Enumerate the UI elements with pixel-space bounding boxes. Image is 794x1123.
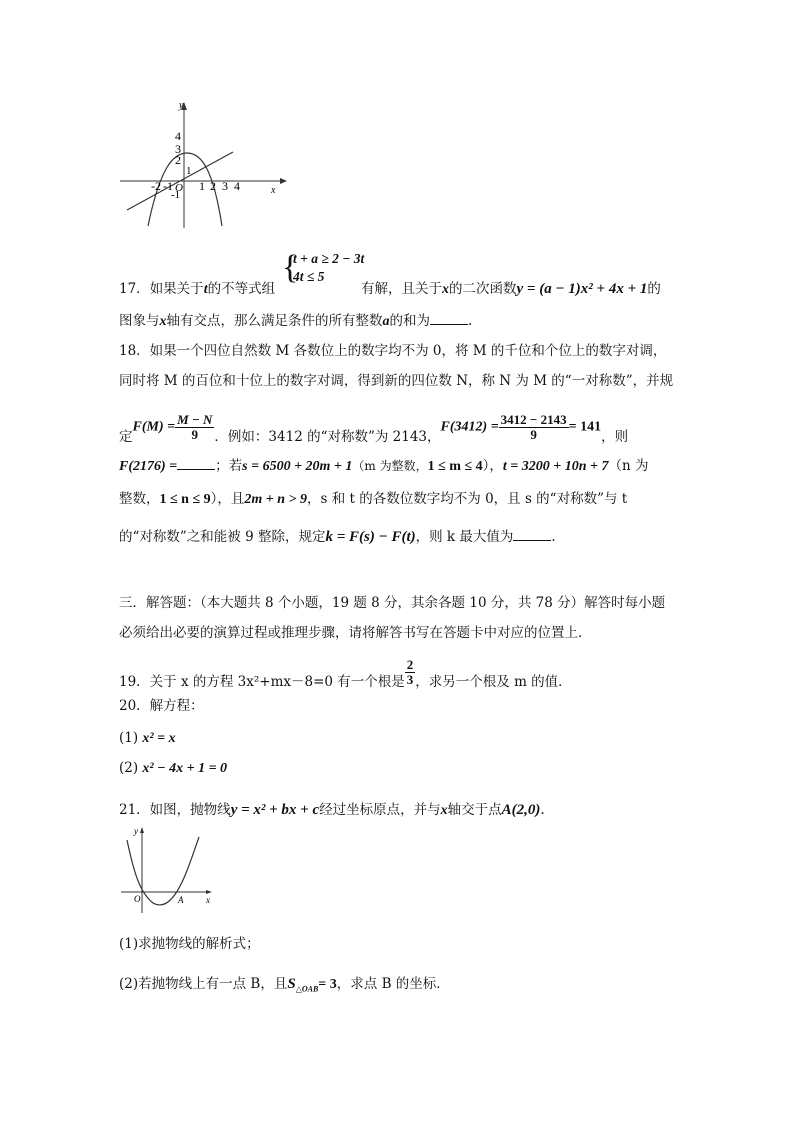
section3-line2: 必须给出必要的演算过程或推理步骤，请将解答书写在答题卡中对应的位置上． [119, 625, 592, 641]
q17-line2 [119, 311, 472, 332]
q18-t-def: t = 3200 + 10n + 7 [502, 459, 609, 474]
q17-end: . [468, 313, 473, 329]
x-tick-neg1: -1 [163, 179, 173, 193]
q18-line2: 同时将 M 的百位和十位上的数字对调，得到新的四位数 N，称 N 为 M 的“一对称数”，并规 [119, 373, 674, 389]
q17-sys-line2: 4t ≤ 5 [293, 269, 325, 284]
q18-def-den: 9 [175, 427, 214, 442]
q17-mid2: 有解，且关于 [361, 281, 442, 297]
q18-ex-num: 3412 − 2143 [500, 412, 567, 427]
q17-line2-post: 的和为 [389, 313, 430, 329]
q17-line2-a: a [382, 314, 390, 329]
q17-var-t: t [203, 282, 208, 297]
y-tick-4: 4 [175, 129, 181, 143]
q21-end: . [540, 802, 545, 818]
y-tick-2: 2 [175, 153, 181, 167]
q17-mid1: 的不等式组 [207, 281, 276, 297]
q21-p2-post: ，求点 B 的坐标． [336, 976, 450, 992]
y-axis-label: y [179, 100, 184, 111]
y-tick-neg1: -1 [171, 189, 181, 201]
q21-function: y = x² + bx + c [230, 802, 320, 818]
q19-frac-num: 2 [406, 657, 414, 672]
q21-line [119, 800, 545, 821]
q17-sys-line1: t + a ≥ 2 − 3t [293, 251, 365, 266]
q17-line2-x: x [159, 314, 167, 329]
q18-line3 [119, 405, 628, 449]
q18-line3-post: ，则 [601, 429, 629, 445]
origin-label: O [175, 182, 183, 194]
q18-ex-rhs: = 141 [568, 419, 602, 435]
q18-answer-blank-1[interactable] [177, 457, 215, 470]
q18-ex-lhs: F(3412) = [440, 419, 499, 435]
q19-fraction [405, 658, 416, 687]
y-axis-label: y [134, 826, 138, 836]
q21-part2 [119, 974, 450, 1000]
x-axis-label: x [271, 185, 276, 196]
q18-line5-pre: 整数， [119, 491, 160, 507]
q19-pre: 19．关于 x 的方程 3x²+mx－8=0 有一个根是 [119, 674, 405, 690]
q17-answer-blank[interactable] [430, 312, 468, 325]
q21-point-a: A(2,0) [501, 802, 541, 818]
q19-post: ，求另一个根及 m 的值． [415, 674, 572, 690]
q21-p2-pre: (2)若抛物线上有一点 B，且 [119, 976, 288, 992]
point-a-label: A [178, 895, 184, 905]
x-tick-4: 4 [234, 179, 240, 193]
q17-mid3: 的二次函数 [449, 281, 517, 297]
q20-p1-label: (1) [119, 730, 139, 746]
q18-line6-pre: 的“对称数”之和能被 9 整除，规定 [119, 529, 326, 545]
q18-line4-mid3: ）， [482, 458, 503, 474]
q18-end: . [551, 529, 556, 545]
q18-line4 [119, 456, 649, 477]
q18-line6 [119, 527, 556, 547]
q21-area-rhs: = 3 [318, 977, 337, 992]
origin-label: O [134, 894, 141, 904]
q18-s-def: s = 6500 + 20m + 1 [242, 459, 353, 474]
q21-area-sub: △OAB [295, 984, 319, 994]
q20-part1 [119, 728, 176, 749]
q19-line [119, 650, 572, 694]
q18-ex-frac [499, 413, 569, 442]
q20-p2-label: (2) [119, 760, 139, 776]
q18-line6-post: ，则 k 最大值为 [415, 529, 514, 545]
q20-p1-eq: x² = x [142, 731, 176, 746]
section3-line1: 三．解答题：（本大题共 8 个小题，19 题 8 分，其余各题 10 分，共 78 分）解答时每小题 [119, 595, 666, 611]
q18-line3-pre: 定 [119, 429, 133, 445]
q19-frac-den: 3 [406, 672, 414, 687]
y-tick-3: 3 [175, 142, 181, 156]
q18-m-range: 1 ≤ m ≤ 4 [427, 459, 483, 474]
q21-mid2: 轴交于点 [447, 802, 502, 818]
q18-line3-mid: ．例如：3412 的“对称数”为 2143， [214, 429, 441, 445]
q17-post: 的 [647, 281, 661, 297]
q21-var-x: x [440, 803, 448, 818]
q18-f2176: F(2176) = [119, 459, 178, 474]
q18-line5-mid1: ），且 [210, 491, 245, 507]
q17-line1b [361, 279, 661, 300]
q18-def-lhs: F(M) = [132, 419, 176, 435]
q18-ex-den: 9 [499, 427, 569, 442]
q18-line4-mid1: ；若 [215, 458, 243, 474]
q18-k-def: k = F(s) − F(t) [325, 529, 416, 545]
x-tick-1: 1 [199, 179, 205, 193]
q17-var-x: x [442, 282, 449, 297]
y-tick-1: 1 [186, 165, 192, 177]
q21-mid: 经过坐标原点，并与 [319, 802, 441, 818]
q18-line4-post: （n 为 [608, 458, 649, 474]
x-axis-label: x [206, 895, 210, 905]
q18-line4-mid2: （m 为整数， [352, 459, 428, 473]
x-tick-3: 3 [222, 179, 228, 193]
graph-parabola-and-line [115, 98, 295, 233]
q17-line2-mid: 轴有交点，那么满足条件的所有整数 [166, 313, 383, 329]
q21-area-s: S [287, 976, 296, 992]
x-tick-2: 2 [210, 179, 216, 193]
q21-part1: (1)求抛物线的解析式； [119, 936, 260, 952]
q20-title: 20．解方程： [119, 698, 204, 714]
q18-def-frac [175, 413, 214, 442]
q20-part2 [119, 758, 227, 779]
q18-answer-blank-2[interactable] [513, 528, 551, 541]
q17-line2-pre: 图象与 [119, 313, 160, 329]
q17-number: 17． [119, 281, 150, 297]
q17-function: y = (a − 1)x² + 4x + 1 [516, 281, 648, 297]
q18-cond: 2m + n > 9 [244, 492, 308, 507]
q20-p2-eq: x² − 4x + 1 = 0 [142, 761, 228, 776]
q17-line1 [119, 279, 275, 300]
q18-line5 [119, 489, 627, 510]
q18-def-num: M − N [177, 412, 213, 427]
q21-pre: 21．如图，抛物线 [119, 802, 231, 818]
q18-line1: 18．如果一个四位自然数 M 各数位上的数字均不为 0，将 M 的千位和个位上的数字对调， [119, 343, 667, 359]
q17-inequality-system: { t + a ≥ 2 − 3t 4t ≤ 5 [282, 249, 365, 286]
graph-parabola-through-origin [118, 825, 218, 915]
q18-n-range: 1 ≤ n ≤ 9 [159, 492, 211, 507]
x-tick-neg2: -2 [151, 179, 161, 193]
q17-pre: 如果关于 [149, 281, 204, 297]
q18-line5-post: ，s 和 t 的各数位数字均不为 0，且 s 的“对称数”与 t [307, 491, 628, 507]
